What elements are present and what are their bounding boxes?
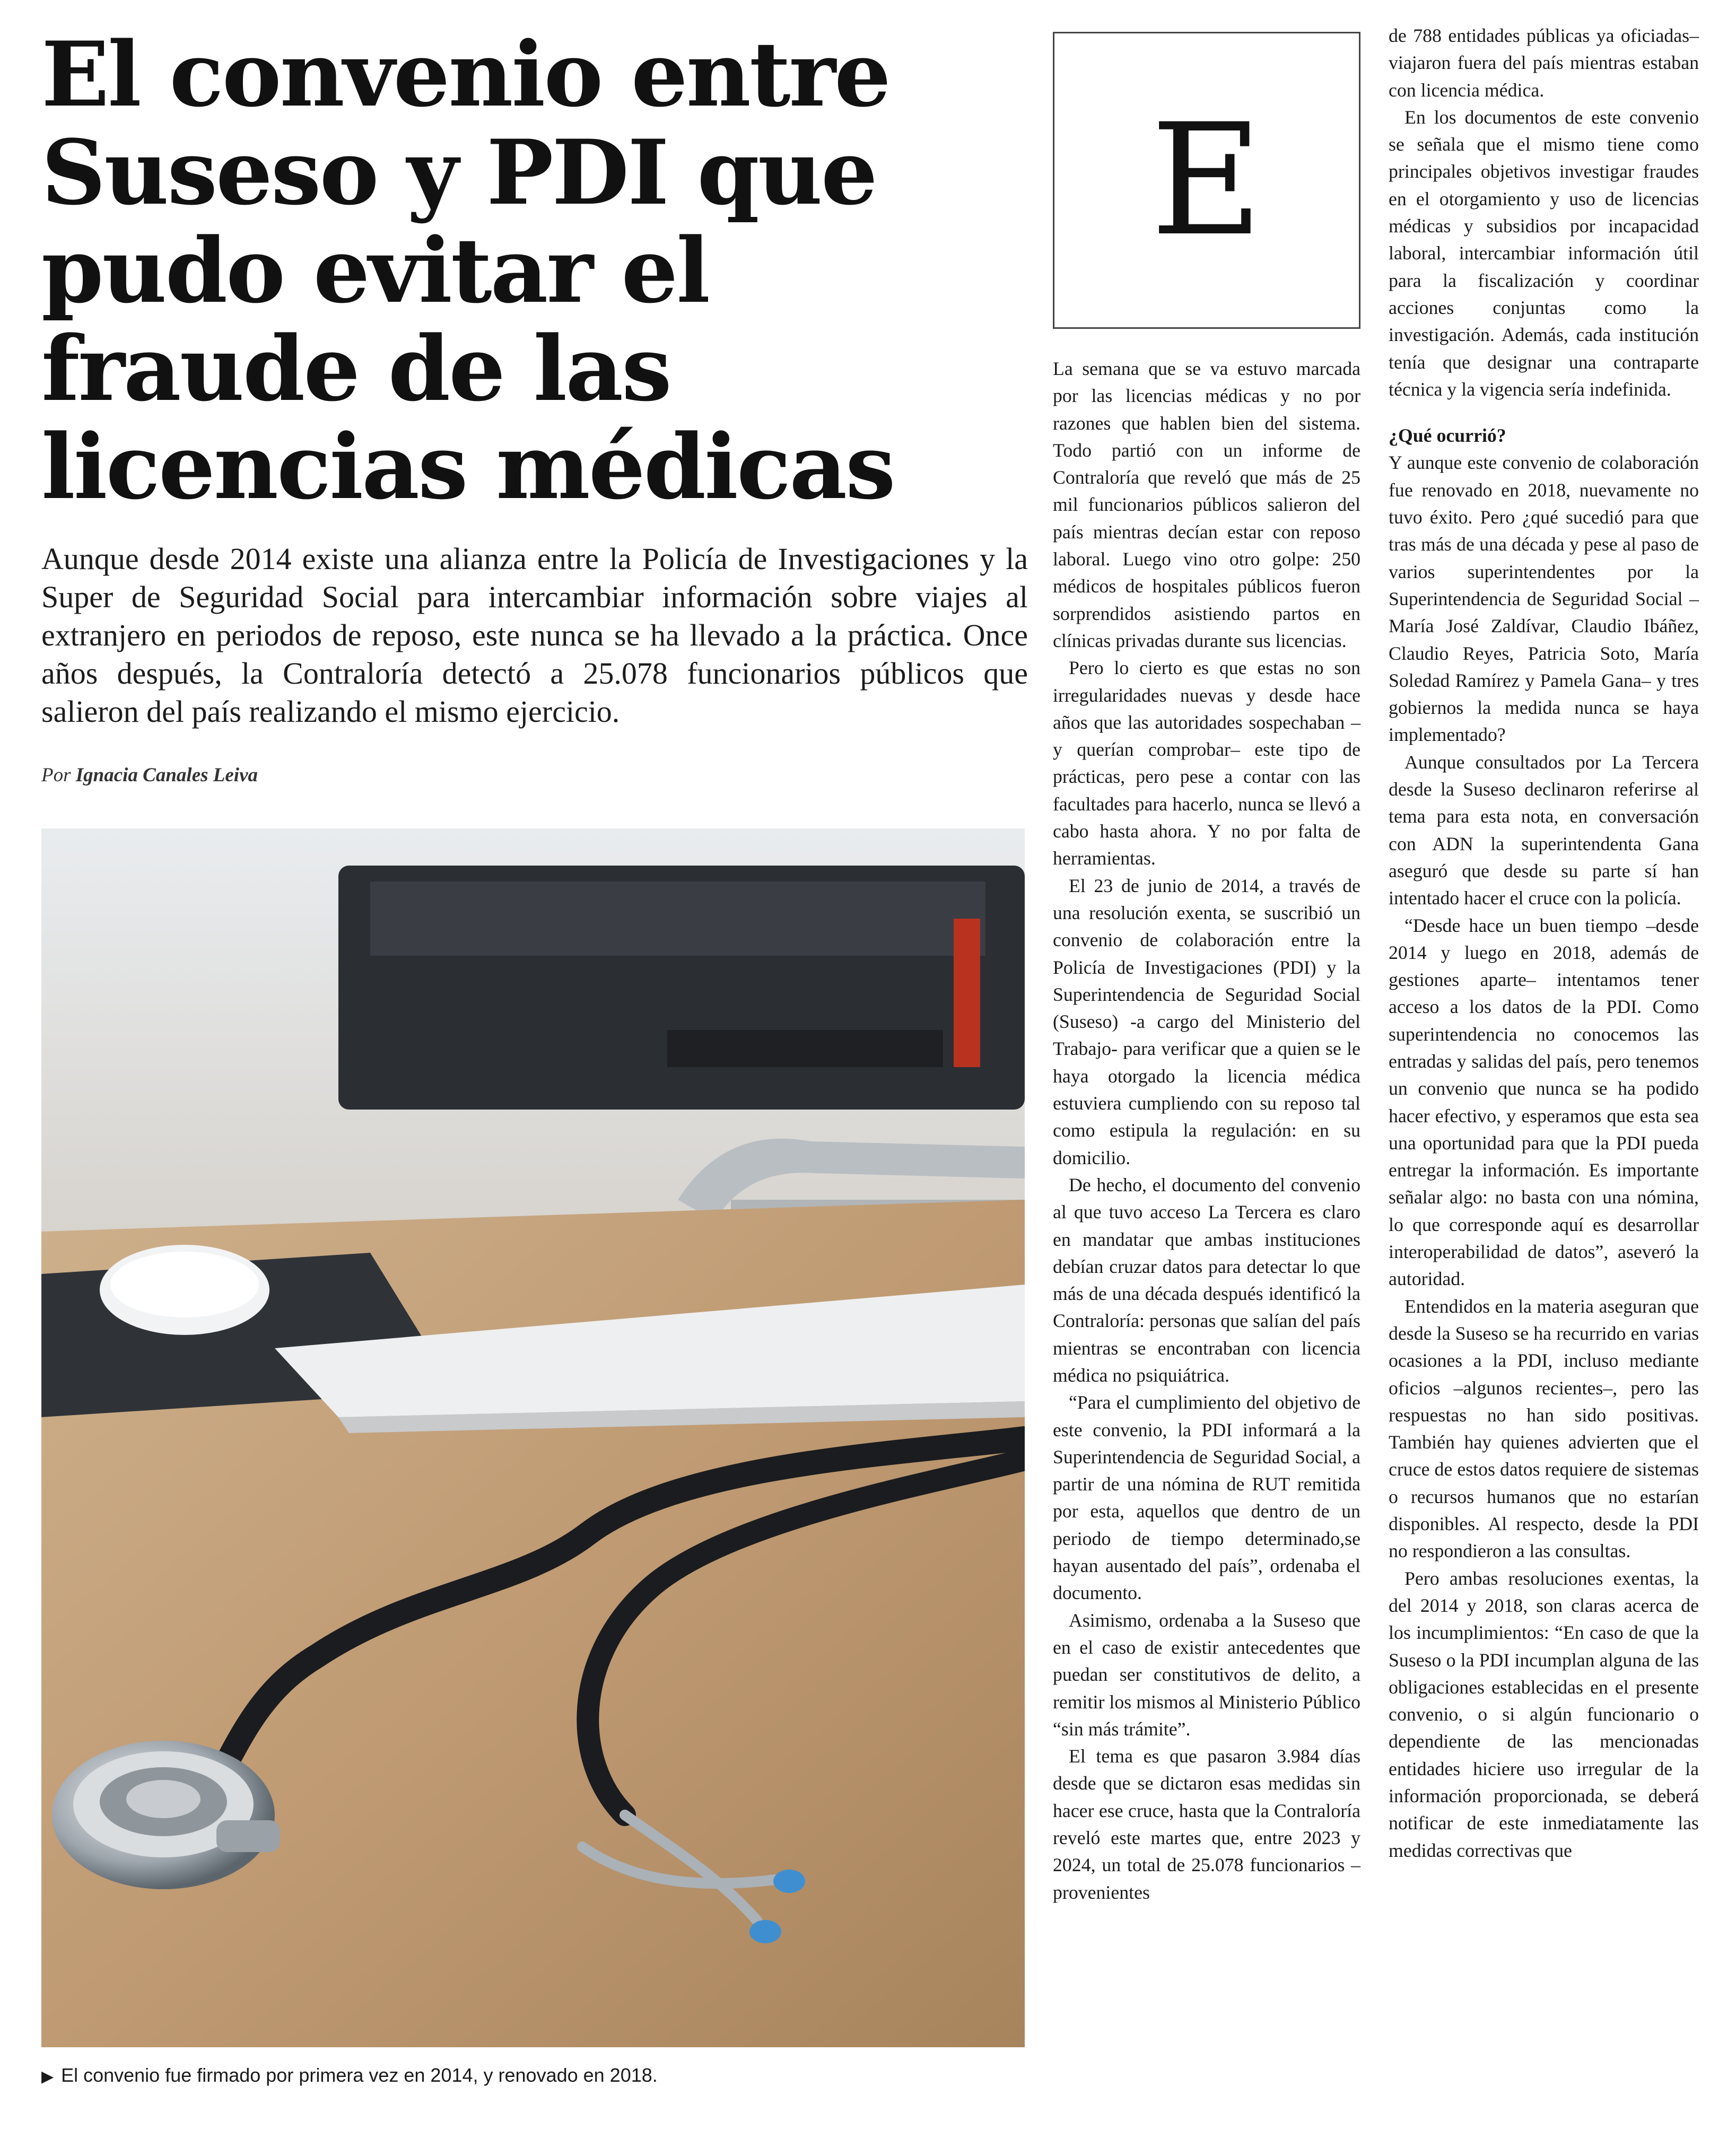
caption-text: El convenio fue firmado por primera vez en 2014, y renovado en 2018. — [61, 2064, 658, 2086]
photo-caption — [41, 2064, 1025, 2087]
byline-author: Ignacia Canales Leiva — [75, 764, 258, 786]
byline — [41, 764, 678, 787]
paragraph: La semana que se va estuvo marcada por las licencias médicas y no por razones que hablen bien del sistema. Todo partió con un informe de Contraloría que reveló que más de 25 mil funcionarios públicos salieron del país mientras decían estar con reposo laboral. Luego vino otro golpe: 250 médicos de hospitales públicos fueron sorprendidos asistiendo partos en clínicas privadas durante sus licencias. — [1053, 358, 1360, 651]
subheading: ¿Qué ocurrió? — [1389, 425, 1506, 447]
article-photo — [41, 828, 1025, 2047]
paragraph: De hecho, el documento del convenio al que tuvo acceso La Tercera es claro en mandatar que ambas instituciones debían cruzar datos para detectar lo que más de una década después identificó la Contraloría: personas que salían del país mientras se encontraban con licencia médica no psiquiátrica. — [1053, 1174, 1360, 1386]
triangle-bullet-icon: ▶ — [41, 2068, 54, 2085]
paragraph: Entendidos en la materia aseguran que desde la Suseso se ha recurrido en varias ocasiones a la PDI, incluso mediante oficios –algunos recientes–, pero las respuestas no han sido positivas. También hay quienes advierten que el cruce de estos datos requiere de sistemas o recursos humanos que no estarían disponibles. Al respecto, desde la PDI no respondieron a las consultas. — [1389, 1295, 1699, 1562]
stethoscope-desk-image — [41, 828, 1025, 2047]
paragraph: de 788 entidades públicas ya oficiadas– viajaron fuera del país mientras estaban con licencia médica. — [1389, 25, 1699, 101]
deck-summary: Aunque desde 2014 existe una alianza entre la Policía de Investigaciones y la Super de Seguridad Social para intercambiar información sobre viajes al extranjero en periodos de reposo, este nunca se ha llevado a la práctica. Once años después, la Contraloría detectó a 25.078 funcionarios públicos que salieron del país realizando el mismo ejercicio. — [41, 542, 1028, 729]
dropcap-box — [1053, 32, 1360, 329]
paragraph: El 23 de junio de 2014, a través de una resolución exenta, se suscribió un convenio de colaboración entre la Policía de Investigaciones (PDI) y la Superintendencia de Seguridad Social (Suseso) -a cargo del Ministerio del Trabajo- para verificar que a quien se le haya otorgado la licencia médica estuviera cumpliendo con su reposo tal como estipula la regulación: en su domicilio. — [1053, 875, 1360, 1168]
dropcap-letter: E — [1150, 91, 1263, 270]
paragraph: Pero lo cierto es que estas no son irregularidades nuevas y desde hace años que las autoridades sospechaban –y querían comprobar– este tipo de prácticas, pero pese a contar con las facultades para hacerlo, nunca se llevó a cabo hasta ahora. Y no por falta de herramientas. — [1053, 657, 1360, 869]
headline: El convenio entre Suseso y PDI que pudo evitar el fraude de las licencias médicas — [41, 22, 894, 519]
paragraph: “Desde hace un buen tiempo –desde 2014 y luego en 2018, además de gestiones aparte– intentamos tener acceso a los datos de la PDI. Como superintendencia no conocemos las entradas y salidas del país, pero tenemos un convenio que nunca se ha podido hacer efectivo, y esperamos que esta sea una oportunidad para que la PDI pueda entregar la información. Es importante señalar algo: no basta con una nómina, lo que corresponde aquí es desarrollar interoperabilidad de datos”, aseveró la autoridad. — [1389, 914, 1699, 1290]
paragraph: Aunque consultados por La Tercera desde la Suseso declinaron referirse al tema para esta nota, en conversación con ADN la superintendenta Gana aseguró que desde su parte sí han intentado hacer el cruce con la policía. — [1389, 751, 1699, 909]
paragraph: Pero ambas resoluciones exentas, la del 2014 y 2018, son claras acerca de los incumplimientos: “En caso de que la Suseso o la PDI incumplan alguna de las obligaciones establecidas en el presente convenio, o si algún funcionario o dependiente de las mencionadas entidades hiciere uso irregular de la información proporcionada, se deberá notificar de este inmediatamente las medidas correctivas que — [1389, 1567, 1699, 1861]
body-column-middle — [1053, 355, 1360, 1906]
paragraph: Asimismo, ordenaba a la Suseso que en el caso de existir antecedentes que puedan ser constitutivos de delito, a remitir los mismos al Ministerio Público “sin más trámite”. — [1053, 1609, 1360, 1740]
paragraph: Y aunque este convenio de colaboración fue renovado en 2018, nuevamente no tuvo éxito. Pero ¿qué sucedió para que tras más de una década y pese al paso de varios superintendentes por la Superintendencia de Seguridad Social –María José Zaldívar, Claudio Ibáñez, Claudio Reyes, Patricia Soto, María Soledad Ramírez y Pamela Gana– y tres gobiernos la medida nunca se haya implementado? — [1389, 452, 1699, 746]
paragraph: “Para el cumplimiento del objetivo de este convenio, la PDI informará a la Superintendencia de Seguridad Social, a partir de una nómina de RUT remitida por esta, aquellos que dentro de un periodo de tiempo determinado,se hayan ausentado del país”, ordenaba el documento. — [1053, 1392, 1360, 1604]
byline-prefix: Por — [41, 764, 71, 786]
body-column-right — [1389, 22, 1699, 1864]
paragraph: El tema es que pasaron 3.984 días desde que se dictaron esas medidas sin hacer ese cruce, hasta que la Contraloría reveló este martes que, entre 2023 y 2024, un total de 25.078 funcionarios –provenientes — [1053, 1745, 1360, 1903]
paragraph: En los documentos de este convenio se señala que el mismo tiene como principales objetivos investigar fraudes en el otorgamiento y uso de licencias médicas y subsidios por incapacidad laboral, intercambiar información útil para la fiscalización y coordinar acciones conjuntas como la investigación. Además, cada institución tenía que designar una contraparte técnica y la vigencia sería indefinida. — [1389, 106, 1699, 400]
